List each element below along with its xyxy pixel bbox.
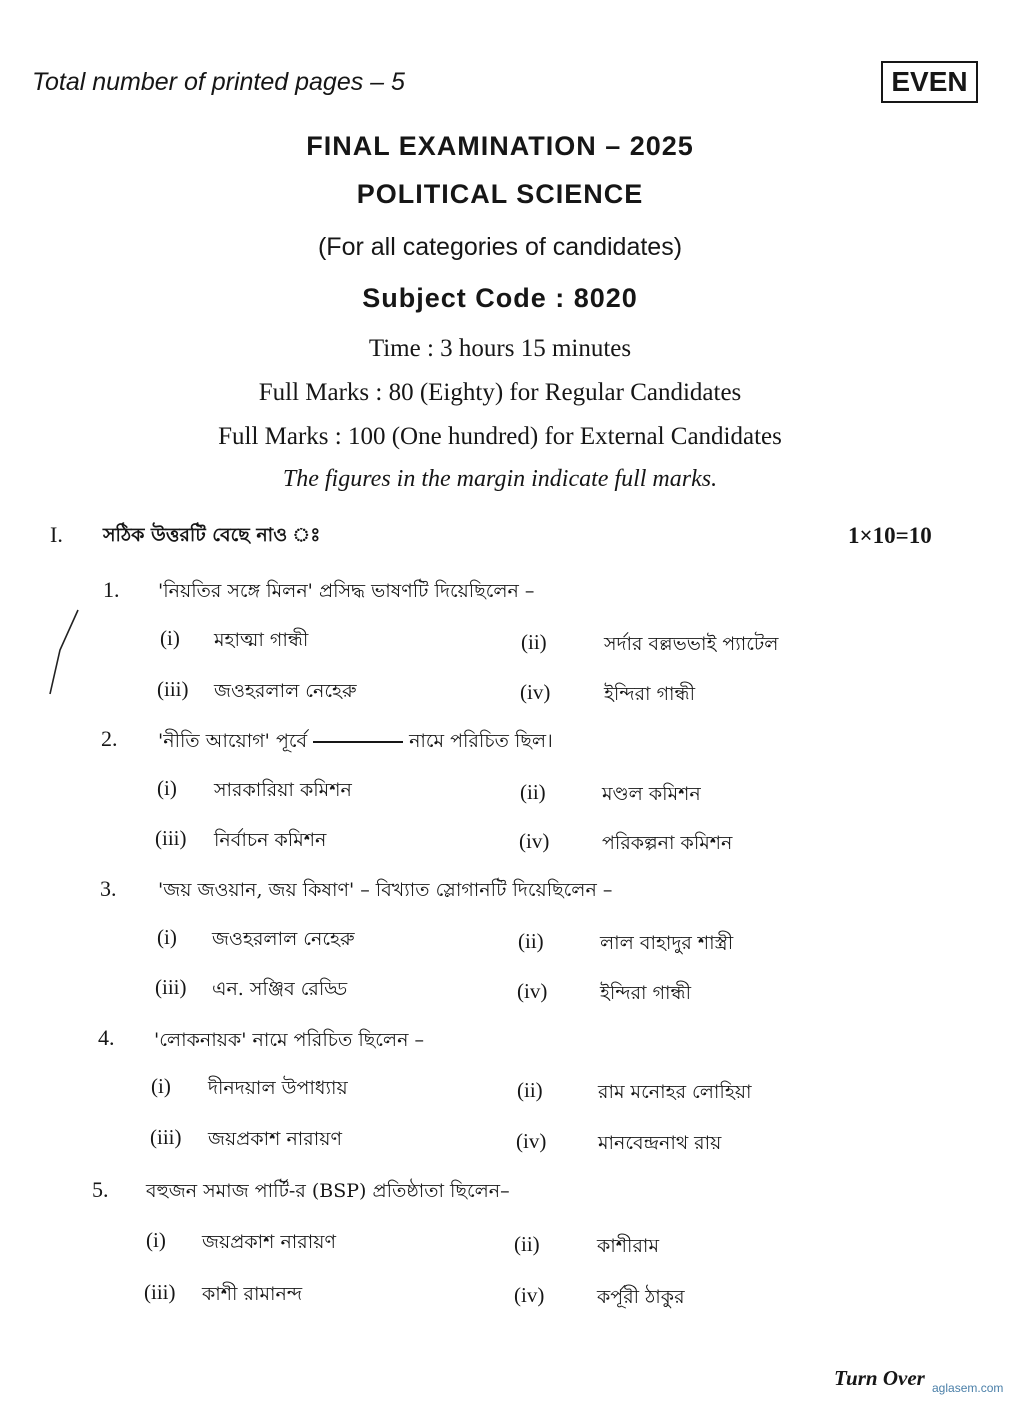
question-number: 5.	[92, 1177, 109, 1202]
option-text: কর্পূরী ঠাকুর	[597, 1286, 685, 1308]
option-label: (iv)	[516, 1129, 547, 1153]
watermark: aglasem.com	[932, 1381, 1004, 1395]
question-text: 'নিয়তির সঙ্গে মিলন' প্রসিদ্ধ ভাষণটি দিয়েছিলেন –	[158, 580, 535, 602]
option-label: (ii)	[514, 1232, 540, 1256]
option-text: নির্বাচন কমিশন	[214, 829, 327, 851]
option-text: সর্দার বল্লভভাই প্যাটেল	[604, 633, 779, 655]
exam-time: Time : 3 hours 15 minutes	[368, 335, 632, 362]
section-number: I.	[50, 522, 63, 547]
question-number: 4.	[98, 1025, 115, 1050]
question-number: 2.	[101, 726, 118, 751]
option-label: (i)	[157, 776, 177, 800]
question-text	[158, 727, 553, 759]
option-label: (ii)	[518, 929, 544, 953]
option-label: (i)	[157, 925, 177, 949]
option-text: জয়প্রকাশ নারায়ণ	[208, 1128, 342, 1150]
option-label: (iii)	[150, 1125, 182, 1149]
question-text-after-blank: নামে পরিচিত ছিল।	[409, 730, 553, 752]
option-text: জওহরলাল নেহেরু	[212, 928, 355, 950]
option-text: এন. সঞ্জিব রেড্ডি	[212, 978, 348, 1000]
question-text: বহুজন সমাজ পার্টি-র (BSP) প্রতিষ্ঠাতা ছিলেন–	[146, 1180, 510, 1202]
option-text: জয়প্রকাশ নারায়ণ	[202, 1231, 336, 1253]
exam-title: FINAL EXAMINATION – 2025	[306, 131, 694, 161]
option-text: রাম মনোহর লোহিয়া	[598, 1081, 752, 1103]
question-number: 3.	[100, 876, 117, 901]
option-text: ইন্দিরা গান্ধী	[600, 982, 692, 1004]
fill-blank	[313, 741, 403, 743]
option-label: (iv)	[519, 829, 550, 853]
subject-code: Subject Code : 8020	[362, 283, 638, 313]
section-marks: 1×10=10	[848, 523, 932, 548]
option-text: পরিকল্পনা কমিশন	[602, 832, 733, 854]
option-label: (i)	[160, 626, 180, 650]
pen-mark-icon	[44, 608, 84, 698]
question-text: 'লোকনায়ক' নামে পরিচিত ছিলেন –	[154, 1029, 424, 1051]
question-text-before-blank: 'নীতি আয়োগ' পূর্বে	[158, 730, 308, 752]
option-label: (iii)	[144, 1280, 176, 1304]
subject-title: POLITICAL SCIENCE	[356, 179, 644, 209]
section-instruction: সঠিক উত্তরটি বেছে নাও ঃ	[103, 524, 321, 546]
option-label: (iv)	[520, 680, 551, 704]
even-set-badge: EVEN	[881, 61, 978, 103]
option-text: লাল বাহাদুর শাস্ত্রী	[600, 932, 734, 954]
option-label: (iv)	[517, 979, 548, 1003]
printed-pages-note: Total number of printed pages – 5	[32, 68, 405, 96]
question-number: 1.	[103, 577, 120, 602]
option-label: (iii)	[157, 677, 189, 701]
option-label: (ii)	[520, 780, 546, 804]
option-label: (iv)	[514, 1283, 545, 1307]
option-label: (i)	[146, 1228, 166, 1252]
option-label: (ii)	[521, 630, 547, 654]
option-label: (i)	[151, 1074, 171, 1098]
option-text: কাশী রামানন্দ	[202, 1283, 303, 1305]
option-text: জওহরলাল নেহেরু	[214, 680, 357, 702]
option-text: সারকারিয়া কমিশন	[214, 779, 352, 801]
option-text: মণ্ডল কমিশন	[602, 783, 701, 805]
option-text: দীনদয়াল উপাধ্যায়	[208, 1077, 348, 1099]
option-text: মহাত্মা গান্ধী	[214, 629, 309, 651]
option-label: (iii)	[155, 826, 187, 850]
option-label: (ii)	[517, 1078, 543, 1102]
turn-over-note: Turn Over	[834, 1366, 925, 1390]
candidate-categories: (For all categories of candidates)	[317, 233, 683, 261]
option-label: (iii)	[155, 975, 187, 999]
option-text: মানবেন্দ্রনাথ রায়	[598, 1132, 722, 1154]
option-text: ইন্দিরা গান্ধী	[604, 683, 696, 705]
full-marks-external: Full Marks : 100 (One hundred) for External Candidates	[218, 423, 782, 450]
question-text: 'জয় জওয়ান, জয় কিষাণ' – বিখ্যাত স্লোগানটি দিয়েছিলেন –	[158, 879, 613, 901]
margin-marks-note: The figures in the margin indicate full marks.	[282, 466, 718, 492]
full-marks-regular: Full Marks : 80 (Eighty) for Regular Candidates	[258, 379, 742, 406]
option-text: কাশীরাম	[597, 1235, 659, 1257]
